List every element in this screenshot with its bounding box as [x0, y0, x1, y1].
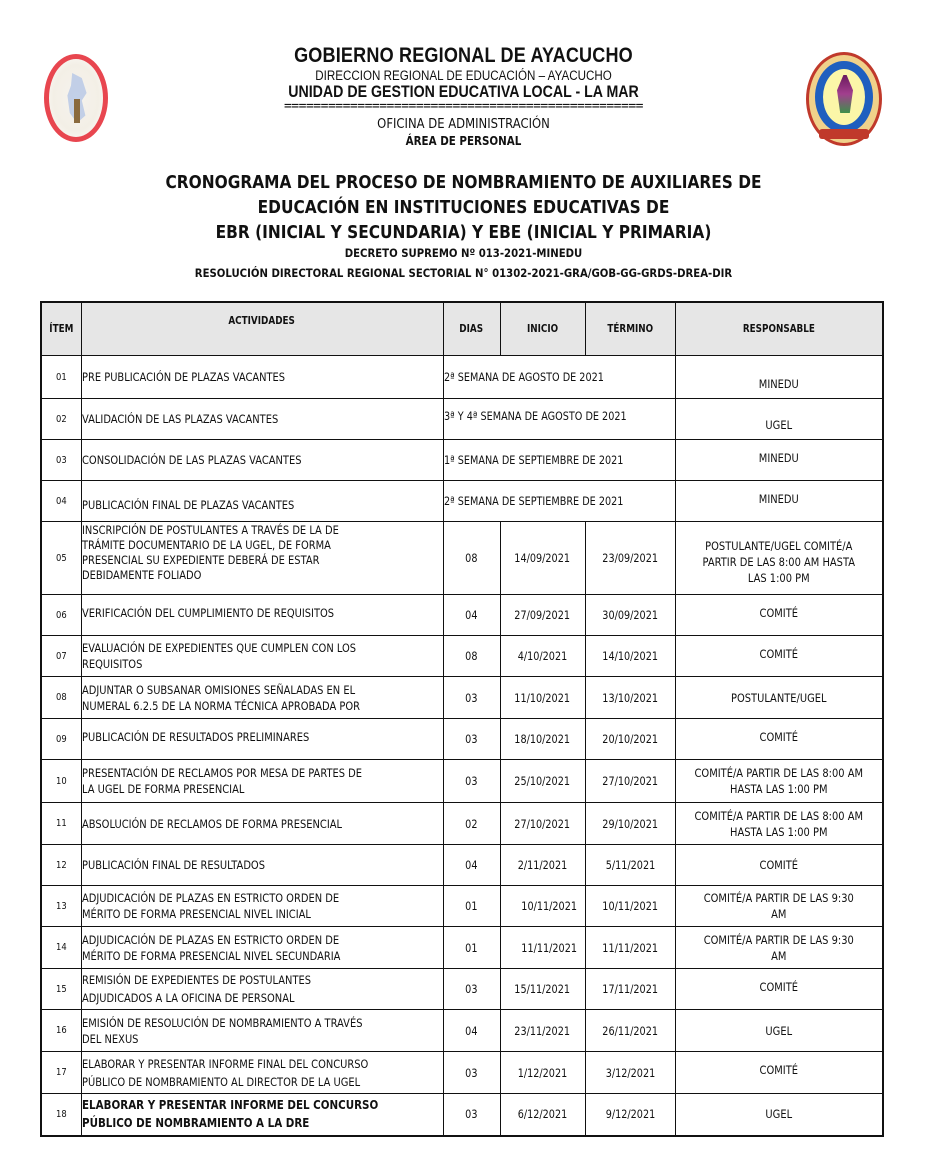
period-cell: 1ª SEMANA DE SEPTIEMBRE DE 2021 [443, 440, 675, 481]
responsible-cell: COMITÉ/A PARTIR DE LAS 8:00 AM HASTA LAS 1:00 PM [675, 803, 883, 845]
end-date-cell: 11/11/2021 [585, 927, 675, 969]
org-title: GOBIERNO REGIONAL DE AYACUCHO [294, 44, 633, 67]
end-date-cell: 10/11/2021 [585, 886, 675, 927]
start-date-cell: 27/09/2021 [500, 595, 585, 636]
responsible-cell: COMITÉ/A PARTIR DE LAS 9:30 AM [675, 927, 883, 969]
responsible-cell: UGEL [675, 1010, 883, 1052]
column-header-activities: ACTIVIDADES [81, 302, 443, 356]
area-name: ÁREA DE PERSONAL [405, 134, 522, 148]
direction-name: DIRECCION REGIONAL DE EDUCACIÓN – AYACUCHO [315, 68, 612, 83]
column-header-item: ÍTEM [41, 302, 81, 356]
end-date-cell: 14/10/2021 [585, 636, 675, 677]
activity-cell: ELABORAR Y PRESENTAR INFORME DEL CONCURSO PÚBLICO DE NOMBRAMIENTO A LA DRE [81, 1094, 443, 1136]
activity-cell: EVALUACIÓN DE EXPEDIENTES QUE CUMPLEN CON LOS REQUISITOS [81, 636, 443, 677]
column-header-days: DIAS [443, 302, 500, 356]
table-row [41, 677, 883, 719]
end-date-cell: 17/11/2021 [585, 969, 675, 1010]
item-number: 10 [41, 760, 81, 803]
column-header-responsible: RESPONSABLE [675, 302, 883, 356]
table-row [41, 927, 883, 969]
table-row [41, 481, 883, 522]
activity-cell: PRE PUBLICACIÓN DE PLAZAS VACANTES [81, 356, 443, 399]
end-date-cell: 26/11/2021 [585, 1010, 675, 1052]
responsible-cell: COMITÉ [675, 636, 883, 677]
activity-cell: PUBLICACIÓN DE RESULTADOS PRELIMINARES [81, 719, 443, 760]
period-cell: 2ª SEMANA DE SEPTIEMBRE DE 2021 [443, 481, 675, 522]
table-row [41, 803, 883, 845]
document-title-line-2: EDUCACIÓN EN INSTITUCIONES EDUCATIVAS DE [257, 198, 670, 218]
responsible-cell: UGEL [675, 399, 883, 440]
days-cell: 01 [443, 886, 500, 927]
item-number: 06 [41, 595, 81, 636]
responsible-cell: MINEDU [675, 440, 883, 481]
ugel-name: UNIDAD DE GESTION EDUCATIVA LOCAL - LA MAR [288, 83, 639, 101]
item-number: 08 [41, 677, 81, 719]
days-cell: 03 [443, 677, 500, 719]
item-number: 04 [41, 481, 81, 522]
start-date-cell: 1/12/2021 [500, 1052, 585, 1094]
item-number: 09 [41, 719, 81, 760]
days-cell: 03 [443, 760, 500, 803]
responsible-cell: UGEL [675, 1094, 883, 1136]
responsible-cell: MINEDU [675, 356, 883, 399]
column-header-start: INICIO [500, 302, 585, 356]
start-date-cell: 14/09/2021 [500, 522, 585, 595]
document-title-line-3: EBR (INICIAL Y SECUNDARIA) Y EBE (INICIAL Y PRIMARIA) [215, 223, 712, 243]
period-cell: 3ª Y 4ª SEMANA DE AGOSTO DE 2021 [443, 399, 675, 440]
table-row [41, 1010, 883, 1052]
table-header-row [41, 302, 883, 356]
resolution-reference: RESOLUCIÓN DIRECTORAL REGIONAL SECTORIAL N° 01302-2021-GRA/GOB-GG-GRDS-DREA-DIR [194, 266, 733, 280]
activity-cell: VALIDACIÓN DE LAS PLAZAS VACANTES [81, 399, 443, 440]
period-cell: 2ª SEMANA DE AGOSTO DE 2021 [443, 356, 675, 399]
table-row [41, 969, 883, 1010]
days-cell: 02 [443, 803, 500, 845]
activity-cell: ADJUNTAR O SUBSANAR OMISIONES SEÑALADAS EN EL NUMERAL 6.2.5 DE LA NORMA TÉCNICA APROBADA POR [81, 677, 443, 719]
start-date-cell: 2/11/2021 [500, 845, 585, 886]
days-cell: 03 [443, 1052, 500, 1094]
end-date-cell: 20/10/2021 [585, 719, 675, 760]
activity-cell: VERIFICACIÓN DEL CUMPLIMIENTO DE REQUISITOS [81, 595, 443, 636]
activity-cell: ADJUDICACIÓN DE PLAZAS EN ESTRICTO ORDEN DE MÉRITO DE FORMA PRESENCIAL NIVEL SECUNDARIA [81, 927, 443, 969]
table-row [41, 636, 883, 677]
activity-cell: ABSOLUCIÓN DE RECLAMOS DE FORMA PRESENCIAL [81, 803, 443, 845]
activity-cell: CONSOLIDACIÓN DE LAS PLAZAS VACANTES [81, 440, 443, 481]
responsible-cell: POSTULANTE/UGEL [675, 677, 883, 719]
schedule-table [40, 301, 884, 1137]
activity-cell: PUBLICACIÓN FINAL DE PLAZAS VACANTES [81, 481, 443, 522]
activity-cell: PRESENTACIÓN DE RECLAMOS POR MESA DE PARTES DE LA UGEL DE FORMA PRESENCIAL [81, 760, 443, 803]
start-date-cell: 25/10/2021 [500, 760, 585, 803]
days-cell: 04 [443, 595, 500, 636]
start-date-cell: 4/10/2021 [500, 636, 585, 677]
item-number: 13 [41, 886, 81, 927]
table-row [41, 719, 883, 760]
table-row [41, 522, 883, 595]
activity-cell: ELABORAR Y PRESENTAR INFORME FINAL DEL CONCURSO PÚBLICO DE NOMBRAMIENTO AL DIRECTOR DE LA UGEL [81, 1052, 443, 1094]
item-number: 01 [41, 356, 81, 399]
table-row [41, 1094, 883, 1136]
end-date-cell: 3/12/2021 [585, 1052, 675, 1094]
days-cell: 03 [443, 1094, 500, 1136]
responsible-cell: POSTULANTE/UGEL COMITÉ/A PARTIR DE LAS 8:00 AM HASTA LAS 1:00 PM [675, 522, 883, 595]
table-row [41, 440, 883, 481]
responsible-cell: COMITÉ/A PARTIR DE LAS 9:30 AM [675, 886, 883, 927]
activity-cell: ADJUDICACIÓN DE PLAZAS EN ESTRICTO ORDEN DE MÉRITO DE FORMA PRESENCIAL NIVEL INICIAL [81, 886, 443, 927]
responsible-cell: MINEDU [675, 481, 883, 522]
item-number: 17 [41, 1052, 81, 1094]
start-date-cell: 10/11/2021 [500, 886, 585, 927]
table-row [41, 1052, 883, 1094]
end-date-cell: 23/09/2021 [585, 522, 675, 595]
responsible-cell: COMITÉ/A PARTIR DE LAS 8:00 AM HASTA LAS 1:00 PM [675, 760, 883, 803]
responsible-cell: COMITÉ [675, 1052, 883, 1094]
item-number: 14 [41, 927, 81, 969]
start-date-cell: 27/10/2021 [500, 803, 585, 845]
responsible-cell: COMITÉ [675, 845, 883, 886]
activity-cell: EMISIÓN DE RESOLUCIÓN DE NOMBRAMIENTO A TRAVÉS DEL NEXUS [81, 1010, 443, 1052]
table-row [41, 760, 883, 803]
item-number: 12 [41, 845, 81, 886]
item-number: 15 [41, 969, 81, 1010]
days-cell: 04 [443, 845, 500, 886]
days-cell: 01 [443, 927, 500, 969]
table-row [41, 886, 883, 927]
column-header-end: TÉRMINO [585, 302, 675, 356]
start-date-cell: 6/12/2021 [500, 1094, 585, 1136]
separator-line: ================================================= [283, 99, 643, 114]
days-cell: 08 [443, 636, 500, 677]
item-number: 18 [41, 1094, 81, 1136]
days-cell: 03 [443, 719, 500, 760]
days-cell: 04 [443, 1010, 500, 1052]
item-number: 05 [41, 522, 81, 595]
item-number: 07 [41, 636, 81, 677]
item-number: 16 [41, 1010, 81, 1052]
responsible-cell: COMITÉ [675, 969, 883, 1010]
activity-cell: REMISIÓN DE EXPEDIENTES DE POSTULANTES ADJUDICADOS A LA OFICINA DE PERSONAL [81, 969, 443, 1010]
end-date-cell: 13/10/2021 [585, 677, 675, 719]
start-date-cell: 11/10/2021 [500, 677, 585, 719]
office-name: OFICINA DE ADMINISTRACIÓN [377, 116, 550, 132]
item-number: 02 [41, 399, 81, 440]
document-title-line-1: CRONOGRAMA DEL PROCESO DE NOMBRAMIENTO DE AUXILIARES DE [165, 173, 762, 193]
start-date-cell: 23/11/2021 [500, 1010, 585, 1052]
activity-cell: INSCRIPCIÓN DE POSTULANTES A TRAVÉS DE LA DE TRÁMITE DOCUMENTARIO DE LA UGEL, DE FORMA PRESENCIAL SU EXPEDIENTE DEBERÁ DE ESTAR DEBIDAMENTE FOLIADO [81, 522, 443, 595]
decree-reference: DECRETO SUPREMO Nº 013-2021-MINEDU [344, 246, 583, 260]
days-cell: 08 [443, 522, 500, 595]
end-date-cell: 29/10/2021 [585, 803, 675, 845]
item-number: 11 [41, 803, 81, 845]
start-date-cell: 18/10/2021 [500, 719, 585, 760]
item-number: 03 [41, 440, 81, 481]
start-date-cell: 11/11/2021 [500, 927, 585, 969]
end-date-cell: 5/11/2021 [585, 845, 675, 886]
table-row [41, 595, 883, 636]
end-date-cell: 30/09/2021 [585, 595, 675, 636]
table-row [41, 399, 883, 440]
days-cell: 03 [443, 969, 500, 1010]
table-row [41, 845, 883, 886]
end-date-cell: 9/12/2021 [585, 1094, 675, 1136]
responsible-cell: COMITÉ [675, 595, 883, 636]
activity-cell: PUBLICACIÓN FINAL DE RESULTADOS [81, 845, 443, 886]
end-date-cell: 27/10/2021 [585, 760, 675, 803]
table-row [41, 356, 883, 399]
responsible-cell: COMITÉ [675, 719, 883, 760]
start-date-cell: 15/11/2021 [500, 969, 585, 1010]
